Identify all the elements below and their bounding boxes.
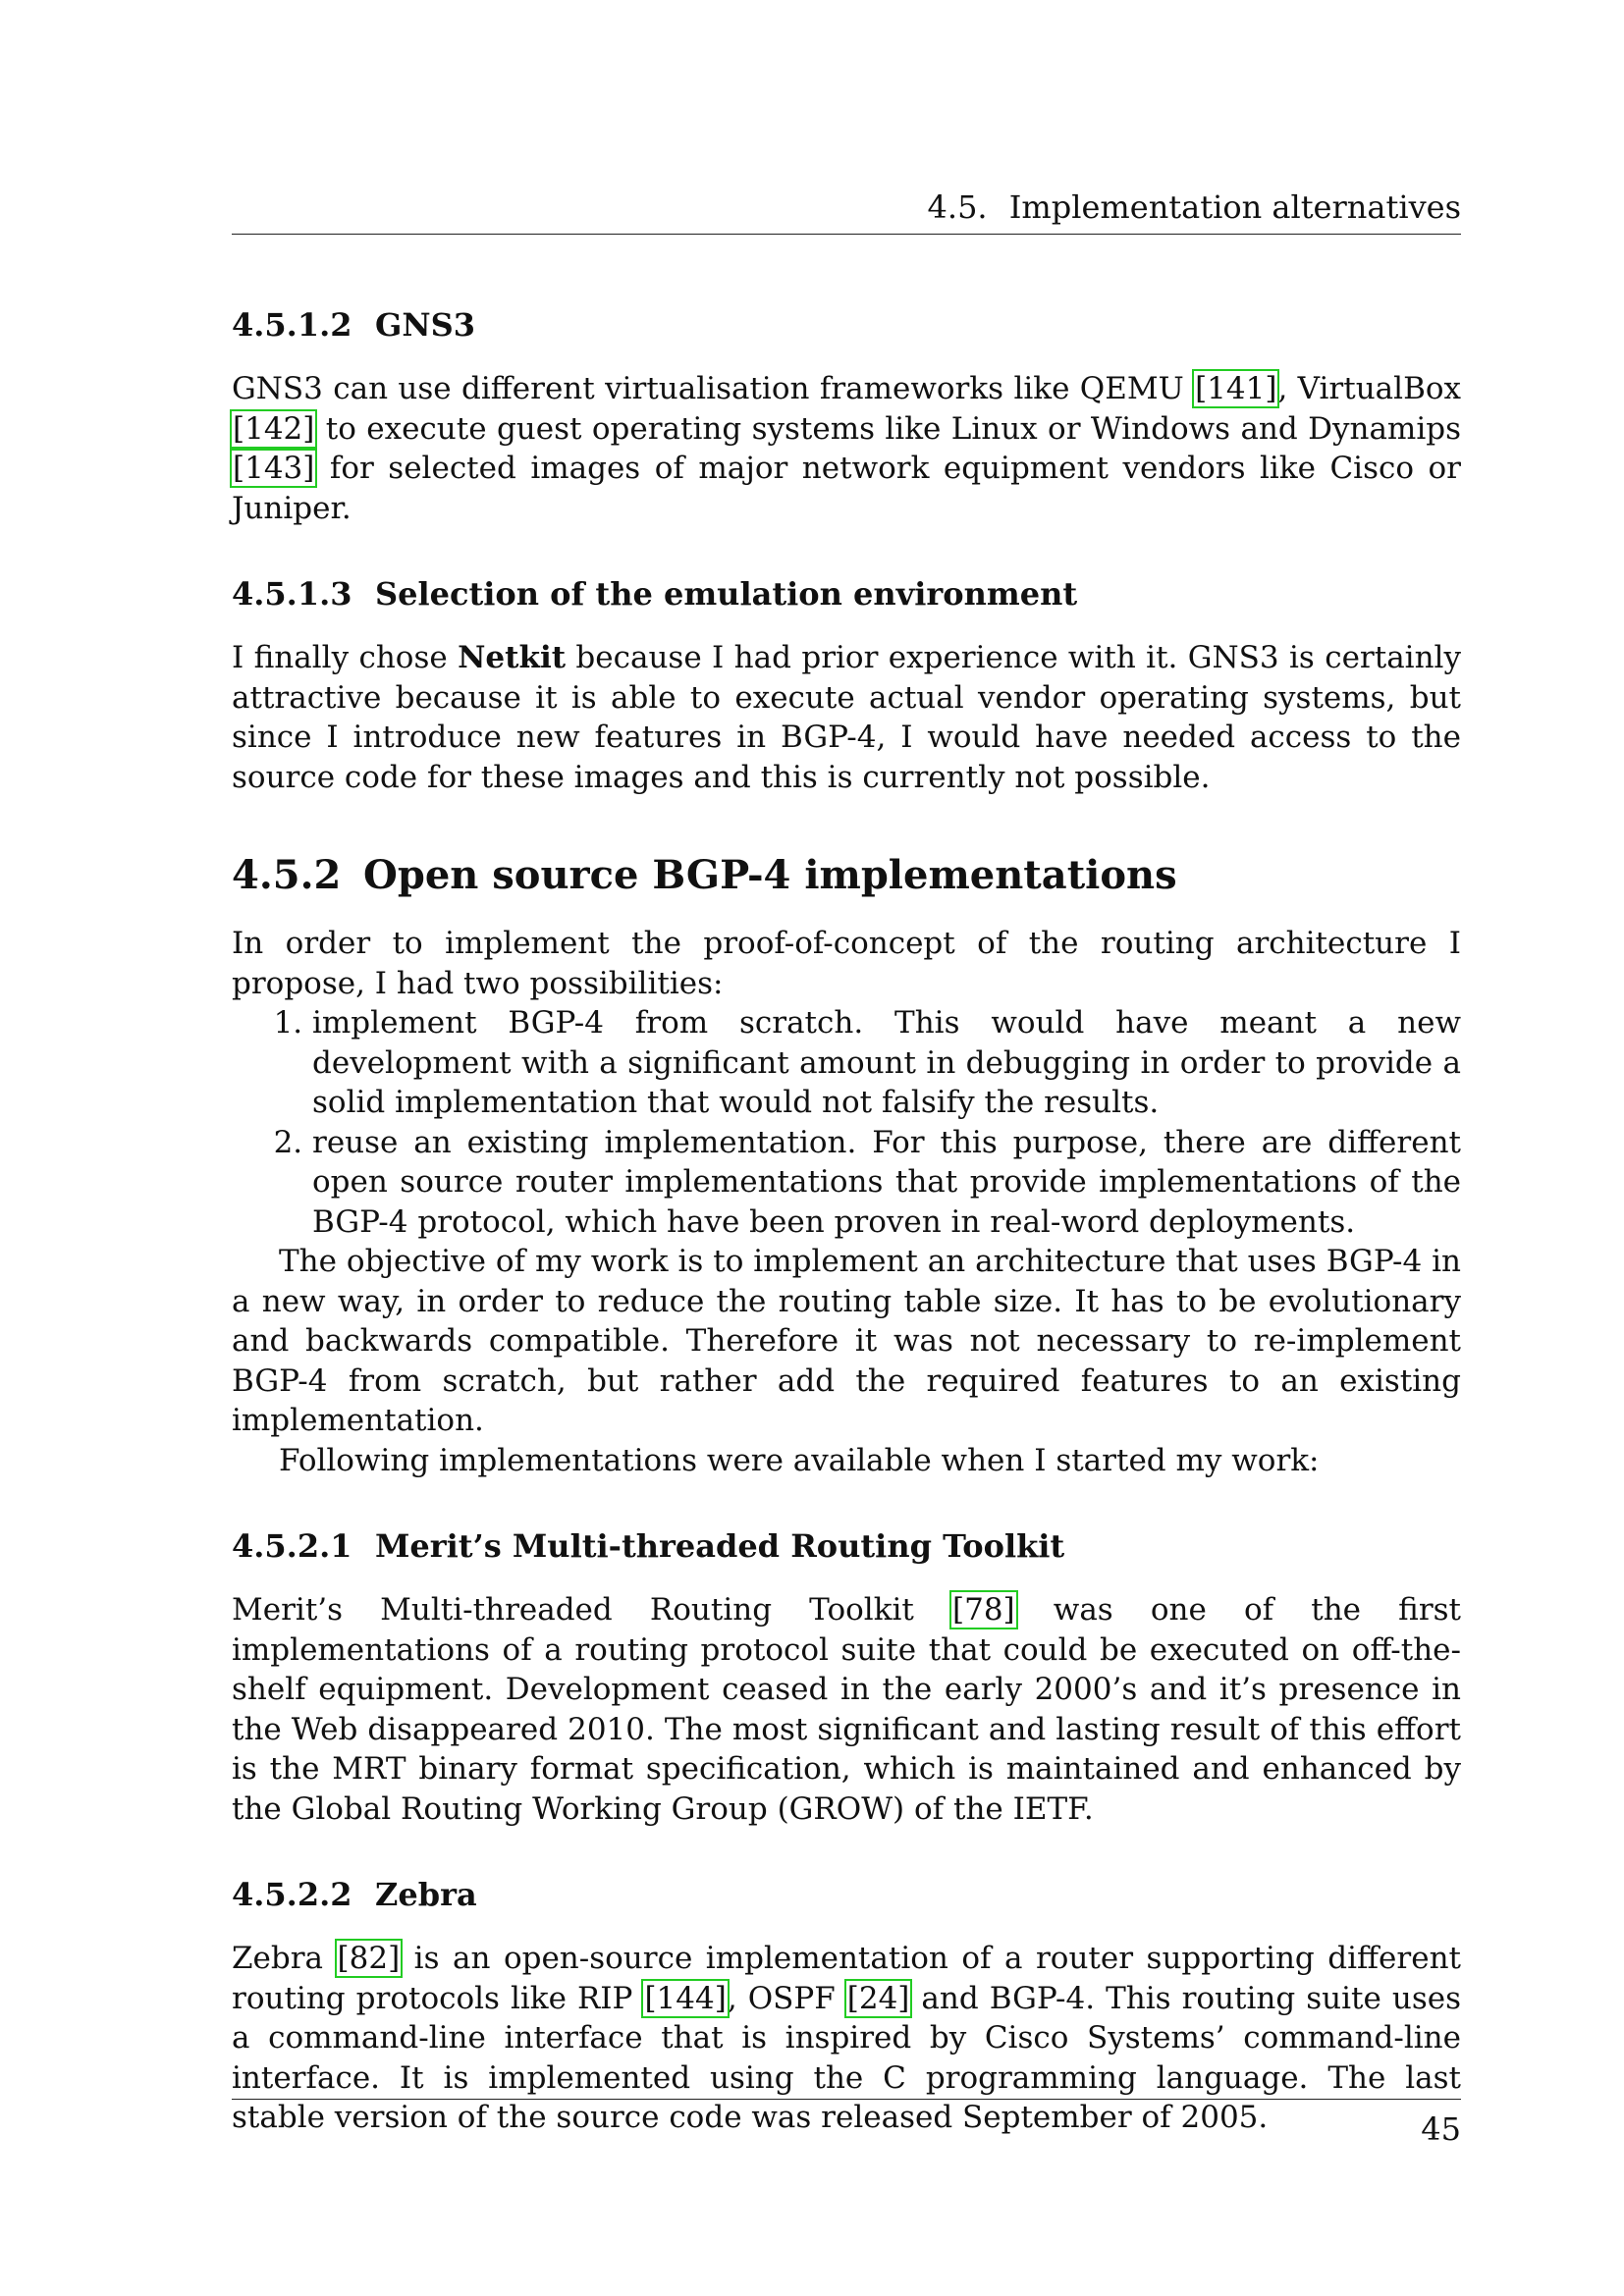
section-4-5-2 [232,852,1461,1480]
section-number: 4.5.1.3 [232,575,352,613]
section-number: 4.5.2.2 [232,1876,352,1913]
list-item: 2. reuse an existing implementation. For this purpose, there are different open source router implementations that provide implementations of the BGP-4 protocol, which have been proven in real-word deployments. [312,1123,1461,1243]
subsection-heading [232,852,1461,898]
page-content [232,306,1461,2138]
citation-link-142[interactable]: [142] [233,410,315,447]
section-4-5-1-2 [232,306,1461,528]
list-item: 1. implement BGP-4 from scratch. This would have meant a new development with a significant amount in debugging in order to provide a solid implementation that would not falsify the results. [312,1003,1461,1123]
text-run: was one of the first implementations of a routing protocol suite that could be executed on off-the-shelf equipment. Development ceased in the early 2000’s and it’s presence in the Web disappeared 2010. The most significant and lasting result of this effort is the MRT binary format specification, which is maintained and enhanced by the Global Routing Working Group (GROW) of the IETF. [232,1592,1462,1827]
section-number: 4.5.1.2 [232,306,352,344]
citation-link-24[interactable]: [24] [846,1980,910,2016]
text-run: GNS3 can use different virtualisation frameworks like QEMU [232,371,1195,406]
section-heading [232,306,1461,344]
text-run: for selected images of major network equipment vendors like Cisco or Juniper. [232,451,1461,526]
text-run: Merit’s Multi-threaded Routing Toolkit [232,1592,951,1628]
section-title: Selection of the emulation environment [375,575,1078,613]
section-title: Zebra [375,1876,477,1913]
text-run: I finally chose [232,640,459,675]
citation-link-78[interactable]: [78] [952,1592,1015,1628]
text-run: , VirtualBox [1277,371,1461,406]
footer-rule [232,2099,1461,2100]
section-heading [232,575,1461,613]
text-run: , OSPF [727,1980,846,2016]
section-title: GNS3 [375,306,475,344]
numbered-list [232,1003,1461,1242]
running-header-section-number: 4.5. [927,188,988,226]
paragraph: The objective of my work is to implement an architecture that uses BGP-4 in a new way, in order to reduce the routing table size. It has to be evolutionary and backwards compatible. Therefore it was not necessary to re-implement BGP-4 from scratch, but rather add the required features to an existing implementation. [232,1244,1461,1438]
citation-link-143[interactable]: [143] [233,451,315,486]
paragraph: Following implementations were available when I started my work: [279,1442,1320,1478]
paragraph: In order to implement the proof-of-concept of the routing architecture I propose, I had two possibilities: [232,926,1461,1001]
section-heading [232,1876,1461,1913]
paragraph [232,638,1461,797]
section-number: 4.5.2.1 [232,1527,352,1565]
citation-link-141[interactable]: [141] [1195,371,1277,406]
section-number: 4.5.2 [232,852,342,898]
paragraph [232,1939,1461,2138]
paragraph [232,369,1461,528]
citation-link-144[interactable]: [144] [644,1980,727,2016]
section-title: Open source BGP-4 implementations [363,852,1177,898]
text-run: because I had prior experience with it. GNS3 is certainly attractive because it is able to execute actual vendor operating systems, but since I introduce new features in BGP-4, I would have needed access to the source code for these images and this is currently not possible. [232,640,1461,795]
text-run: Zebra [232,1941,337,1976]
citation-link-82[interactable]: [82] [337,1941,401,1976]
section-title: Merit’s Multi-threaded Routing Toolkit [375,1527,1065,1565]
running-header [232,188,1461,235]
page-number: 45 [1421,2110,1461,2148]
paragraph [232,1590,1461,1829]
text-run: and BGP-4. This routing suite uses a command-line interface that is inspired by Cisco Systems’ command-line interface. It is implemented using the C programming language. The last stable version of the source code was released September of 2005. [232,1980,1461,2135]
section-4-5-2-1 [232,1527,1461,1829]
text-run: to execute guest operating systems like Linux or Windows and Dynamips [315,410,1461,447]
section-4-5-1-3 [232,575,1461,797]
text-run: is an open-source implementation of a router supporting different routing protocols like RIP [232,1941,1461,2016]
section-heading [232,1527,1461,1565]
bold-term-netkit: Netkit [458,640,567,675]
running-header-title: Implementation alternatives [1008,188,1461,226]
